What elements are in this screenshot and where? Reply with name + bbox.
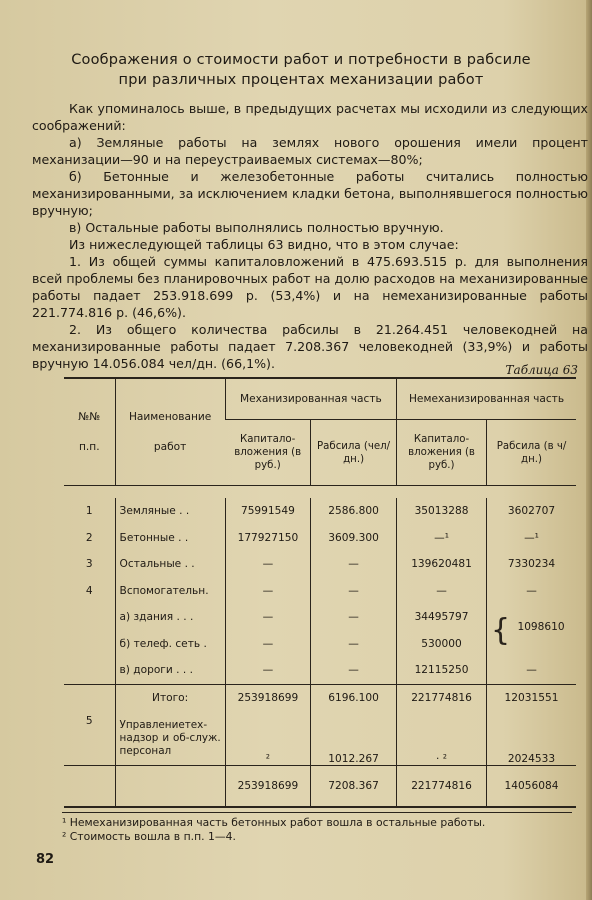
sub-header-cap-mech: Капитало-вложения (в руб.) <box>225 420 310 486</box>
paragraph: Из нижеследующей таблицы 63 видно, что в этом случае: <box>69 237 459 252</box>
cell-cap-nonmech: 221774816 <box>397 684 487 711</box>
cell-cap-nonmech: 12115250 <box>397 657 487 684</box>
cell-cap-mech: — <box>225 604 310 631</box>
cell-labor-mech: — <box>311 578 397 605</box>
cell-cap-nonmech: · ² <box>397 711 487 766</box>
sub-header-labor-mech: Рабсила (чел/дн.) <box>311 420 397 486</box>
col-header-no-b: п.п. <box>78 441 100 453</box>
cell-no <box>64 631 115 658</box>
cell-name: в) дороги . . . <box>115 657 225 684</box>
itogo-row <box>64 684 576 711</box>
paragraph: а) Земляные работы на землях нового орошения имели процент механизации—90 и на переустраиваемых системах—80%; <box>32 135 588 167</box>
cell-cap-mech: ² <box>225 711 310 766</box>
cell-no: 2 <box>85 531 93 544</box>
cell-cap-mech: 253918699 <box>225 684 310 711</box>
cell-labor-nonmech: 3602707 <box>487 498 577 525</box>
cell-cap-mech: 253918699 <box>225 766 310 808</box>
cell-cap-nonmech: 221774816 <box>397 766 487 808</box>
cell-labor-nonmech: 12031551 <box>487 684 577 711</box>
cell-cap-nonmech: 139620481 <box>397 551 487 578</box>
title-line-2: при различных процентах механизации работ <box>118 72 484 88</box>
cell-name <box>115 766 225 808</box>
cell-labor-mech: 1012.267 <box>311 711 397 766</box>
table-row-5 <box>64 711 576 766</box>
title-line-1: Соображения о стоимости работ и потребности в рабсиле <box>71 52 531 68</box>
cell-no <box>64 684 115 711</box>
cell-labor-mech: — <box>311 551 397 578</box>
cell-cap-nonmech: 530000 <box>397 631 487 658</box>
cell-cap-mech: — <box>225 578 310 605</box>
table-row <box>64 525 576 552</box>
table-row <box>64 498 576 525</box>
footnote-2: ² Стоимость вошла в п.п. 1—4. <box>62 830 236 843</box>
col-header-no-a: №№ <box>78 411 101 423</box>
col-header-no <box>64 378 115 486</box>
table-caption: Таблица 63 <box>505 363 578 377</box>
cell-labor-nonmech: —¹ <box>487 525 577 552</box>
cell-labor-nonmech: — <box>487 657 577 684</box>
spacer-row <box>64 486 576 499</box>
col-header-name <box>115 378 225 486</box>
section-title <box>20 50 582 90</box>
cell-labor-nonmech: 7330234 <box>487 551 577 578</box>
sub-header-labor-nonmech: Рабсила (в ч/дн.) <box>487 420 577 486</box>
merged-value: 1098610 <box>517 620 565 633</box>
cell-name: Бетонные . . <box>115 525 225 552</box>
brace-glyph: { <box>491 612 511 648</box>
itogo-label: Итого: <box>115 684 225 711</box>
cell-name: б) телеф. сеть . <box>115 631 225 658</box>
cell-labor-mech: 2586.800 <box>311 498 397 525</box>
cell-cap-nonmech: —¹ <box>397 525 487 552</box>
paragraph: 1. Из общей суммы капиталовложений в 475.693.515 р. для выполнения всей проблемы без планировочных работ на долю расходов на механизированные работы падает 253.918.699 р. (53,4%) и на немеханизированные работы 221.774.816 р. (46,6%). <box>32 254 588 320</box>
cell-labor-mech: — <box>311 631 397 658</box>
footnotes <box>62 812 572 844</box>
total-row <box>64 766 576 808</box>
table-row <box>64 604 576 631</box>
cell-labor-nonmech: 14056084 <box>487 766 577 808</box>
paragraph: б) Бетонные и железобетонные работы считались полностью механизированными, за исключением кладки бетона, выполнявшегося полностью вручную; <box>32 169 588 218</box>
cell-labor-mech: 3609.300 <box>311 525 397 552</box>
cell-cap-mech: 177927150 <box>225 525 310 552</box>
cell-labor-nonmech: — <box>487 578 577 605</box>
cell-name: Остальные . . <box>115 551 225 578</box>
cell-labor-mech: 6196.100 <box>311 684 397 711</box>
cell-cap-mech: — <box>225 657 310 684</box>
cell-no: 1 <box>85 505 93 518</box>
cell-labor-mech: — <box>311 657 397 684</box>
cell-no: 3 <box>85 558 93 571</box>
cell-cap-mech: 75991549 <box>225 498 310 525</box>
table-row <box>64 657 576 684</box>
table-row <box>64 551 576 578</box>
body-text <box>32 100 588 372</box>
cell-no <box>64 657 115 684</box>
group-header-nonmech: Немеханизированная часть <box>397 378 576 420</box>
cell-cap-nonmech: — <box>397 578 487 605</box>
paragraph: 2. Из общего количества рабсилы в 21.264.451 человекодней на механизированные работы падает 7.208.367 человекодней (33,9%) и работы вручную 14.056.084 чел/дн. (66,1%). <box>32 322 588 371</box>
cell-name: Управлениетех-надзор и об-служ. персонал <box>115 711 225 766</box>
page-number: 82 <box>36 852 55 867</box>
cell-cap-mech: — <box>225 631 310 658</box>
sub-header-cap-nonmech: Капитало-вложения (в руб.) <box>397 420 487 486</box>
cell-name: Земляные . . <box>115 498 225 525</box>
table-row <box>64 578 576 605</box>
cell-no: 5 <box>85 715 93 727</box>
cell-name: а) здания . . . <box>115 604 225 631</box>
cell-no <box>64 604 115 631</box>
data-table <box>64 377 576 808</box>
cell-labor-nonmech-merged <box>487 604 577 657</box>
col-header-name-b: работ <box>153 441 187 453</box>
group-header-mech: Механизированная часть <box>225 378 396 420</box>
cell-labor-mech: — <box>311 604 397 631</box>
col-header-name-a: Наименование <box>128 411 212 423</box>
footnote-1: ¹ Немеханизированная часть бетонных работ вошла в остальные работы. <box>62 816 486 829</box>
cell-cap-nonmech: 34495797 <box>397 604 487 631</box>
cell-no: 4 <box>85 584 93 597</box>
paragraph: в) Остальные работы выполнялись полностью вручную. <box>69 220 444 235</box>
cell-cap-nonmech: 35013288 <box>397 498 487 525</box>
cell-no <box>64 766 115 808</box>
cell-labor-mech: 7208.367 <box>311 766 397 808</box>
paragraph: Как упоминалось выше, в предыдущих расчетах мы исходили из следующих соображений: <box>32 101 588 133</box>
cell-cap-mech: — <box>225 551 310 578</box>
cell-name: Вспомогательн. <box>115 578 225 605</box>
cell-labor-nonmech: 2024533 <box>487 711 577 766</box>
